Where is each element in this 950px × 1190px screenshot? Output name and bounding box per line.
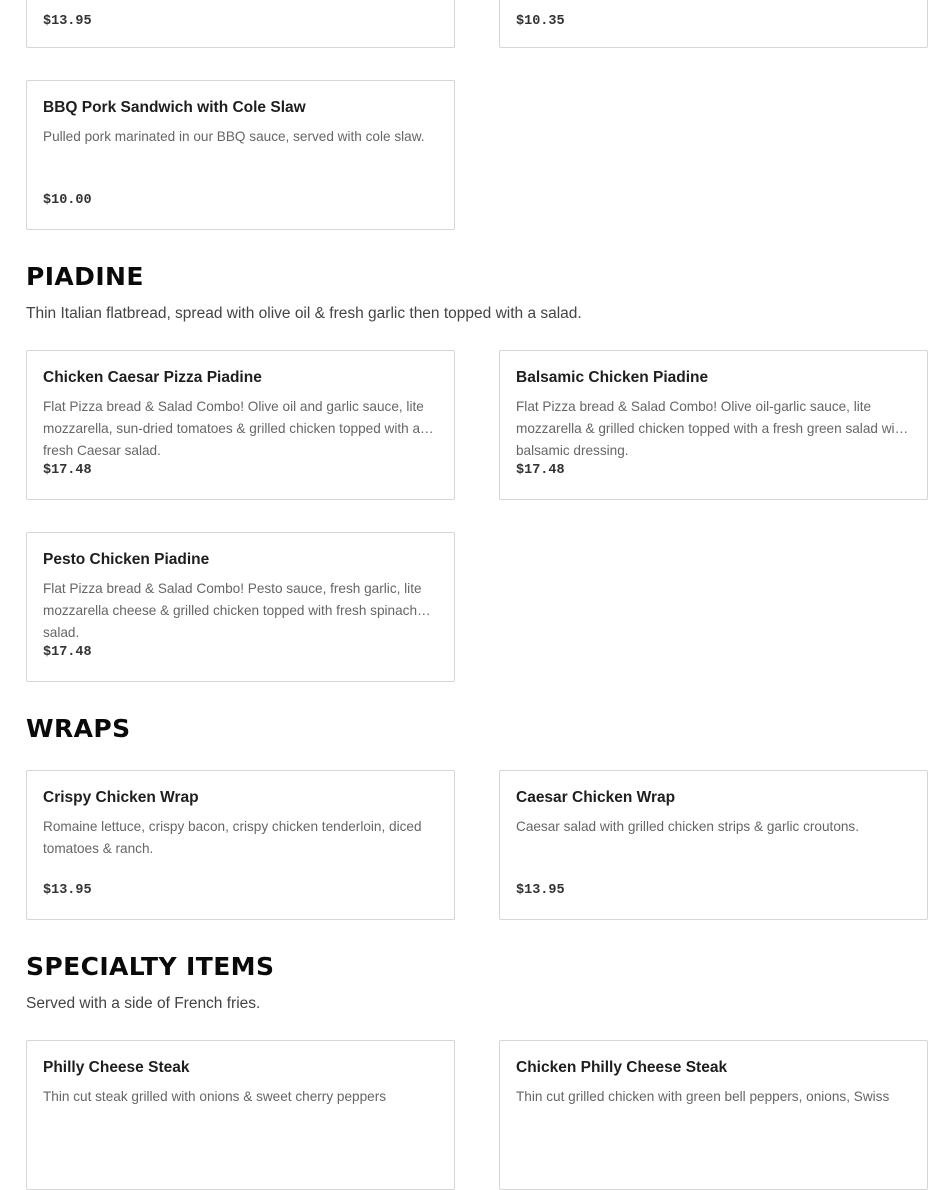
section-description-piadine: Thin Italian flatbread, spread with olive oil & fresh garlic then topped with a salad. xyxy=(26,305,582,322)
menu-item-card[interactable] xyxy=(26,770,455,920)
menu-item-price: $17.48 xyxy=(43,645,92,660)
section-description-specialty-items: Served with a side of French fries. xyxy=(26,995,261,1012)
menu-item-description: Thin cut grilled chicken with green bell peppers, onions, Swiss xyxy=(516,1089,890,1104)
section-title-specialty-items: SPECIALTY ITEMS xyxy=(26,952,275,981)
section-title-wraps: WRAPS xyxy=(26,714,131,743)
menu-item-price: $13.95 xyxy=(516,883,565,898)
menu-item-name: Pesto Chicken Piadine xyxy=(43,551,210,568)
menu-item-card[interactable] xyxy=(499,770,928,920)
menu-item-name: BBQ Pork Sandwich with Cole Slaw xyxy=(43,99,306,116)
section-title-piadine: PIADINE xyxy=(26,262,144,291)
menu-item-description: Pulled pork marinated in our BBQ sauce, served with cole slaw. xyxy=(43,129,425,144)
menu-item-card[interactable] xyxy=(26,532,455,682)
menu-item-price: $13.95 xyxy=(43,883,92,898)
menu-item-card[interactable] xyxy=(499,0,928,48)
menu-item-card[interactable] xyxy=(26,80,455,230)
menu-item-description: Flat Pizza bread & Salad Combo! Olive oil-garlic sauce, lite mozzarella & grilled chicken topped with a fresh green salad with balsamic dressing. xyxy=(516,399,906,458)
menu-item-description: Flat Pizza bread & Salad Combo! Olive oil and garlic sauce, lite mozzarella, sun-dried tomatoes & grilled chicken topped with a fresh Caesar salad. xyxy=(43,399,424,458)
menu-item-name: Caesar Chicken Wrap xyxy=(516,789,676,806)
menu-item-card[interactable] xyxy=(26,1040,455,1190)
menu-item-price: $17.48 xyxy=(516,463,565,478)
menu-item-price: $10.35 xyxy=(516,14,565,29)
menu-item-description: Romaine lettuce, crispy bacon, crispy chicken tenderloin, diced tomatoes & ranch. xyxy=(43,819,422,856)
menu-item-name: Balsamic Chicken Piadine xyxy=(516,369,709,386)
menu-item-card[interactable] xyxy=(499,350,928,500)
menu-item-card[interactable] xyxy=(499,1040,928,1190)
menu-item-card[interactable] xyxy=(26,350,455,500)
menu-item-description: Flat Pizza bread & Salad Combo! Pesto sauce, fresh garlic, lite mozzarella cheese & grilled chicken topped with fresh spinach salad. xyxy=(43,581,422,640)
menu-item-name: Chicken Philly Cheese Steak xyxy=(516,1059,728,1076)
menu-item-price: $10.00 xyxy=(43,193,92,208)
menu-item-name: Crispy Chicken Wrap xyxy=(43,789,199,806)
menu-item-card[interactable] xyxy=(26,0,455,48)
menu-item-name: Philly Cheese Steak xyxy=(43,1059,190,1076)
menu-item-description: Caesar salad with grilled chicken strips & garlic croutons. xyxy=(516,819,860,834)
menu-item-description: Thin cut steak grilled with onions & sweet cherry peppers xyxy=(43,1089,387,1104)
menu-item-name: Chicken Caesar Pizza Piadine xyxy=(43,369,262,386)
menu-item-price: $13.95 xyxy=(43,14,92,29)
menu-item-price: $17.48 xyxy=(43,463,92,478)
